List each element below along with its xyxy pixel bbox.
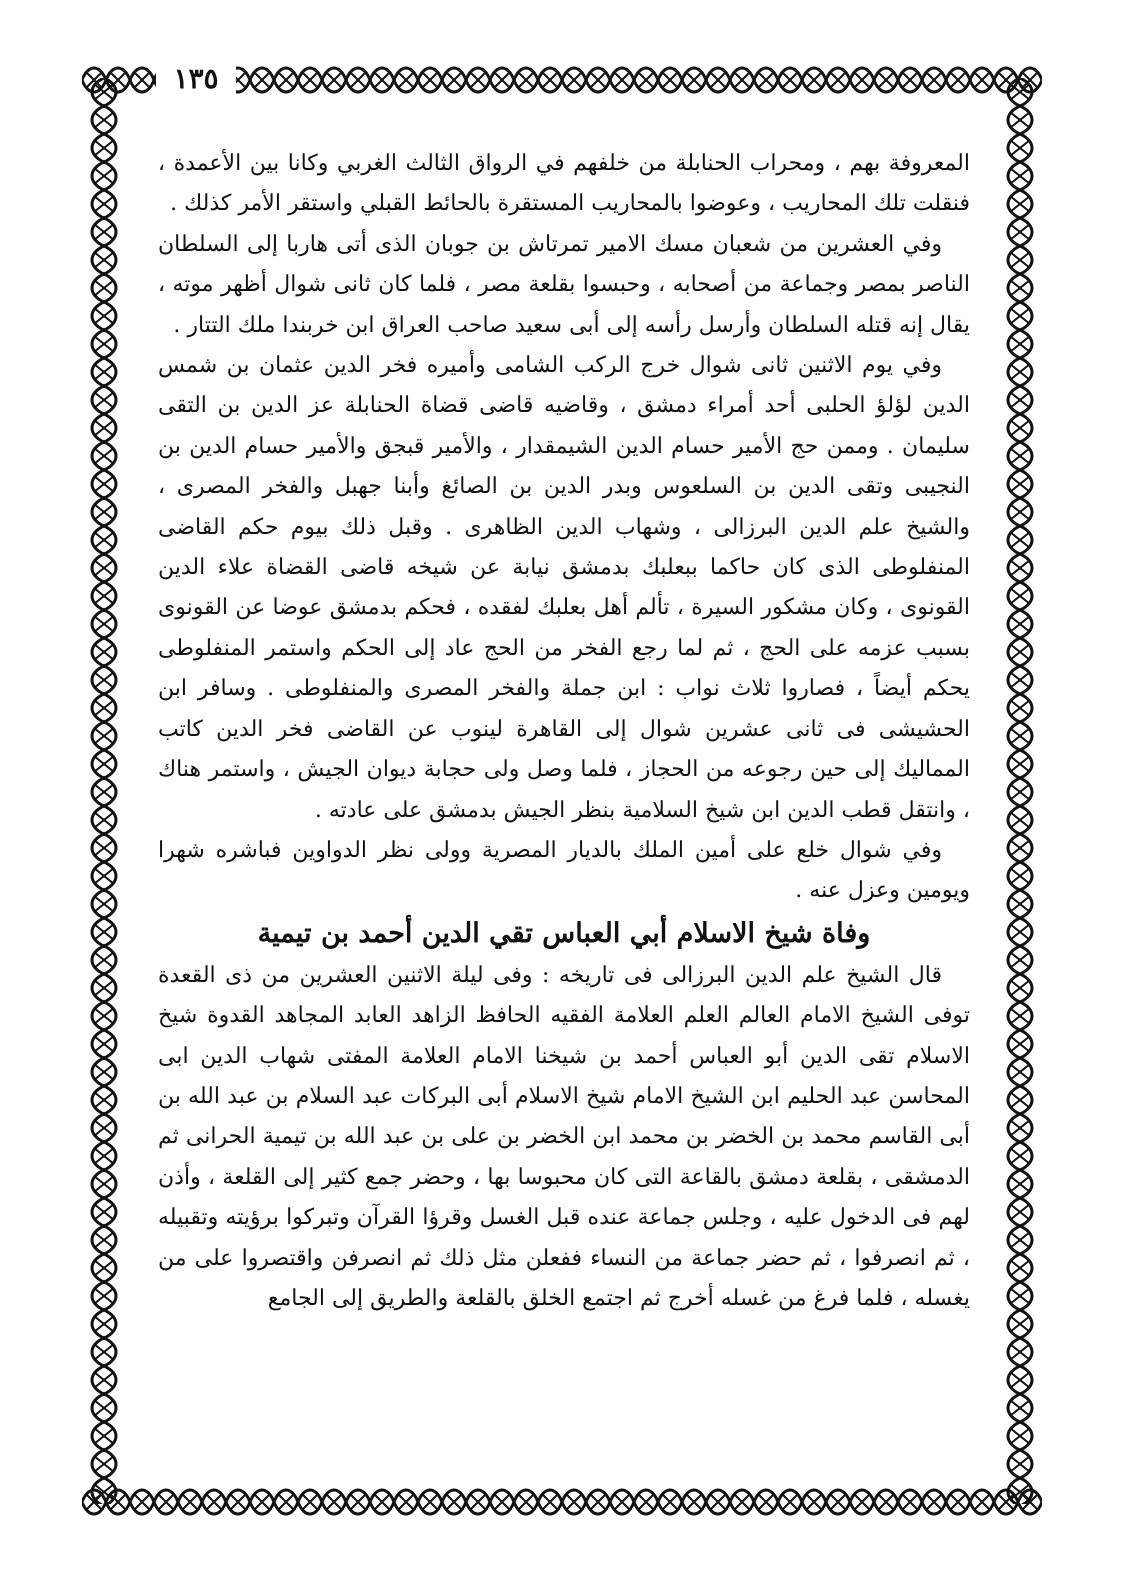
page-number: ١٣٥ <box>156 62 236 96</box>
ornamental-border-bottom <box>82 1480 1042 1524</box>
page-body <box>158 144 970 1319</box>
section-paragraph-1: قال الشيخ علم الدين البرزالى فى تاريخه : وفى ليلة الاثنين العشرين من ذى القعدة توفى الشيخ الامام العالم العلم العلامة الفقيه الحافظ الزاهد العابد المجاهد القدوة شيخ الاسلام تقى الدين أبو العباس أحمد بن شيخنا الامام العلامة المفتى شهاب الدين ابى المحاسن عبد الحليم ابن الشيخ الامام شيخ الاسلام أبى البركات عبد السلام بن عبد الله بن أبى القاسم محمد بن الخضر بن محمد ابن الخضر بن على بن عبد الله بن تيمية الحرانى ثم الدمشقى ، بقلعة دمشق بالقاعة التى كان محبوسا بها ، وحضر جمع كثير إلى القلعة ، وأذن لهم فى الدخول عليه ، وجلس جماعة عنده قبل الغسل وقرؤا القرآن وتبركوا برؤيته وتقبيله ، ثم انصرفوا ، ثم حضر جماعة من النساء ففعلن مثل ذلك ثم انصرفن واقتصروا على من يغسله ، فلما فرغ من غسله أخرج ثم اجتمع الخلق بالقلعة والطريق إلى الجامع <box>158 962 970 1311</box>
paragraph-2: وفي العشرين من شعبان مسك الامير تمرتاش بن جوبان الذى أتى هاربا إلى السلطان الناصر بمصر وجماعة من أصحابه ، وحبسوا بقلعة مصر ، فلما كان ثانى شوال أظهر موته ، يقال إنه قتله السلطان وأرسل رأسه إلى أبى سعيد صاحب العراق ابن خربندا ملك التتار . <box>158 231 970 338</box>
ornamental-border-left <box>82 78 126 1504</box>
ornamental-border-right <box>998 78 1042 1504</box>
paragraph-4: وفي شوال خلع على أمين الملك بالديار المصرية وولى نظر الدواوين فباشره شهرا ويومين وعزل عنه . <box>158 837 970 904</box>
page-frame <box>82 58 1042 1524</box>
paragraph-1: المعروفة بهم ، ومحراب الحنابلة من خلفهم في الرواق الثالث الغربي وكانا بين الأعمدة ، فنقلت تلك المحاريب ، وعوضوا بالمحاريب المستقرة بالحائط القبلي واستقر الأمر كذلك . <box>158 151 970 217</box>
paragraph-3: وفي يوم الاثنين ثانى شوال خرج الركب الشامى وأميره فخر الدين عثمان بن شمس الدين لؤلؤ الحلبى أحد أمراء دمشق ، وقاضيه قاضى قضاة الحنابلة عز الدين بن التقى سليمان . وممن حج الأمير حسام الدين الشيمقدار ، والأمير قبجق والأمير حسام الدين بن النجيبى وتقى الدين بن السلعوس وبدر الدين بن الصائغ وأبنا جهبل والفخر المصرى ، والشيخ علم الدين البرزالى ، وشهاب الدين الظاهرى . وقبل ذلك بيوم حكم القاضى المنفلوطى الذى كان حاكما ببعلبك بدمشق نيابة عن شيخه قاضى القضاة علاء الدين القونوى ، وكان مشكور السيرة ، تألم أهل بعلبك لفقده ، فحكم بدمشق عوضا عن القونوى بسبب عزمه على الحج ، ثم لما رجع الفخر من الحج عاد إلى الحكم واستمر المنفلوطى يحكم أيضاً ، فصاروا ثلاث نواب : ابن جملة والفخر المصرى والمنفلوطى . وسافر ابن الحشيشى فى ثانى عشرين شوال إلى القاهرة لينوب عن القاضى فخر الدين كاتب المماليك إلى حين رجوعه من الحجاز ، فلما وصل ولى حجابة ديوان الجيش ، واستمر هناك ، وانتقل قطب الدين ابن شيخ السلامية بنظر الجيش بدمشق على عادته . <box>158 353 971 823</box>
section-title: وفاة شيخ الاسلام أبي العباس تقي الدين أحمد بن تيمية <box>257 917 871 949</box>
